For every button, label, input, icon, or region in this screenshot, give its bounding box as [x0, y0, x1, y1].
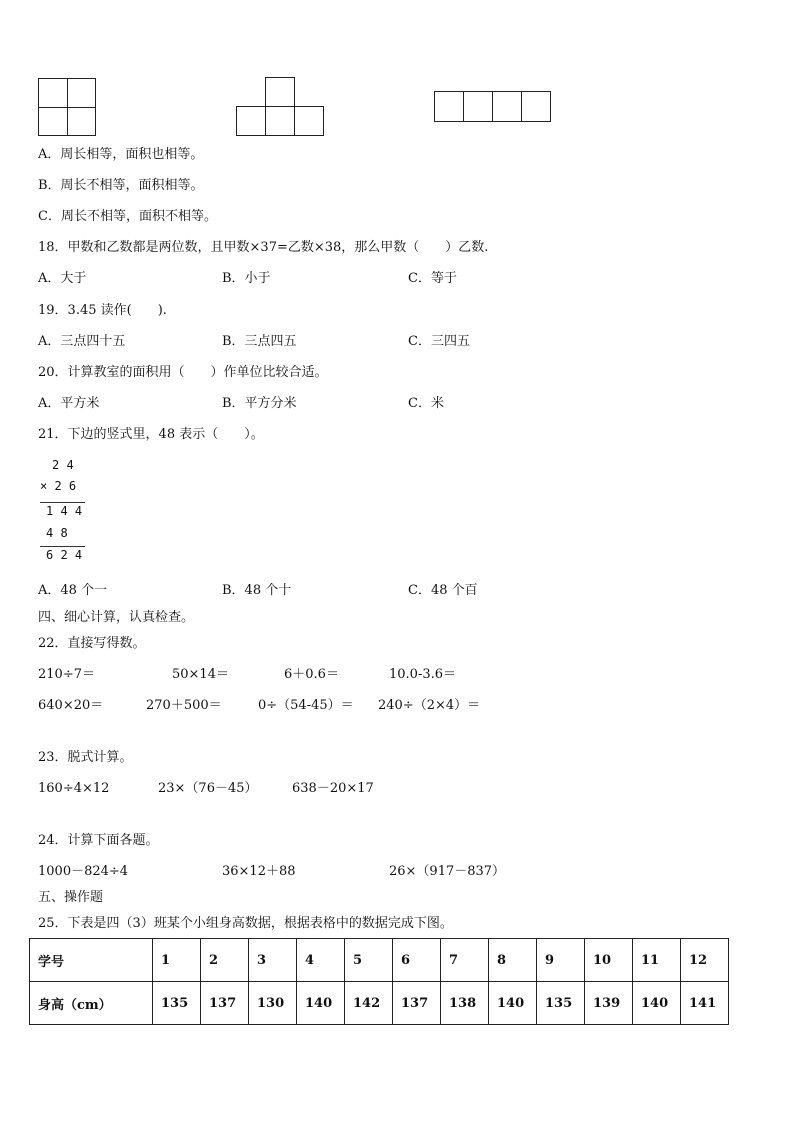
row-header-student-number: 学号 — [30, 939, 153, 982]
q22-item: 50×14＝ — [172, 667, 229, 682]
q22-item: 270＋500＝ — [146, 698, 222, 713]
q20-option-a: A．平方米 — [38, 396, 100, 411]
q24-item: 36×12＋88 — [222, 864, 296, 879]
section-5-heading: 五、操作题 — [38, 890, 104, 905]
table-cell: 130 — [249, 982, 297, 1025]
table-cell: 142 — [345, 982, 393, 1025]
table-row — [30, 982, 729, 1025]
q17-option-b: B．周长不相等，面积相等。 — [38, 178, 204, 193]
q18-option-c: C．等于 — [408, 271, 457, 286]
q22-item: 640×20＝ — [38, 698, 104, 713]
q24-stem: 24．计算下面各题。 — [38, 833, 159, 848]
q24-item: 1000－824÷4 — [38, 864, 129, 879]
table-row — [30, 939, 729, 982]
q23-stem: 23．脱式计算。 — [38, 750, 133, 765]
q19-stem: 19．3.45 读作( ). — [38, 303, 167, 318]
table-cell: 5 — [345, 939, 393, 982]
vertical-rule-2 — [40, 546, 85, 547]
vertical-result: 6 2 4 — [46, 548, 83, 562]
table-cell: 10 — [585, 939, 633, 982]
figure-row-1x4 — [434, 91, 552, 122]
table-cell: 138 — [441, 982, 489, 1025]
q21-stem: 21．下边的竖式里，48 表示（ ）。 — [38, 427, 264, 442]
q19-option-c: C．三四五 — [408, 334, 470, 349]
table-cell: 140 — [633, 982, 681, 1025]
q22-item: 6＋0.6＝ — [284, 667, 339, 682]
q17-option-a: A．周长相等，面积也相等。 — [38, 147, 204, 162]
q23-item: 638－20×17 — [292, 781, 374, 796]
figure-square-2x2 — [38, 78, 96, 136]
table-cell: 137 — [393, 982, 441, 1025]
vertical-partial-1: 1 4 4 — [46, 504, 83, 518]
q21-option-b: B．48 个十 — [222, 583, 292, 598]
q17-option-c: C．周长不相等，面积不相等。 — [38, 209, 217, 224]
q21-option-c: C．48 个百 — [408, 583, 478, 598]
row-header-height: 身高（cm） — [30, 982, 153, 1025]
q22-stem: 22．直接写得数。 — [38, 636, 146, 651]
q22-item: 210÷7＝ — [38, 667, 95, 682]
q20-option-c: C．米 — [408, 396, 444, 411]
q18-stem: 18．甲数和乙数都是两位数，且甲数×37=乙数×38，那么甲数（ ）乙数. — [38, 240, 489, 255]
q25-stem: 25．下表是四（3）班某个小组身高数据，根据表格中的数据完成下图。 — [38, 916, 453, 931]
table-cell: 7 — [441, 939, 489, 982]
vertical-rule-1 — [40, 502, 85, 503]
q22-item: 240÷（2×4）＝ — [378, 698, 481, 713]
table-cell: 141 — [681, 982, 729, 1025]
table-cell: 3 — [249, 939, 297, 982]
vertical-top: 2 4 — [52, 458, 74, 472]
vertical-multiplier: × 2 6 — [40, 479, 77, 493]
q21-option-a: A．48 个一 — [38, 583, 108, 598]
vertical-partial-2: 4 8 — [46, 526, 68, 540]
table-cell: 8 — [489, 939, 537, 982]
q22-item: 10.0-3.6＝ — [389, 667, 457, 682]
q20-stem: 20．计算教室的面积用（ ）作单位比较合适。 — [38, 365, 328, 380]
table-cell: 140 — [297, 982, 345, 1025]
figure-t-shape — [236, 77, 326, 137]
q20-option-b: B．平方分米 — [222, 396, 297, 411]
q19-option-b: B．三点四五 — [222, 334, 297, 349]
q18-option-a: A．大于 — [38, 271, 87, 286]
table-cell: 11 — [633, 939, 681, 982]
q18-option-b: B．小于 — [222, 271, 271, 286]
table-cell: 6 — [393, 939, 441, 982]
q24-item: 26×（917－837） — [389, 864, 506, 879]
table-cell: 2 — [201, 939, 249, 982]
q23-item: 23×（76－45） — [158, 781, 258, 796]
table-cell: 137 — [201, 982, 249, 1025]
table-cell: 140 — [489, 982, 537, 1025]
table-cell: 139 — [585, 982, 633, 1025]
table-cell: 4 — [297, 939, 345, 982]
table-cell: 12 — [681, 939, 729, 982]
table-cell: 1 — [153, 939, 201, 982]
table-cell: 135 — [537, 982, 585, 1025]
table-cell: 135 — [153, 982, 201, 1025]
q19-option-a: A．三点四十五 — [38, 334, 126, 349]
vertical-multiplication — [38, 456, 98, 566]
q22-item: 0÷（54-45）＝ — [258, 698, 354, 713]
q23-item: 160÷4×12 — [38, 781, 110, 796]
section-4-heading: 四、细心计算，认真检查。 — [38, 610, 195, 625]
table-cell: 9 — [537, 939, 585, 982]
height-data-table — [29, 938, 729, 1025]
